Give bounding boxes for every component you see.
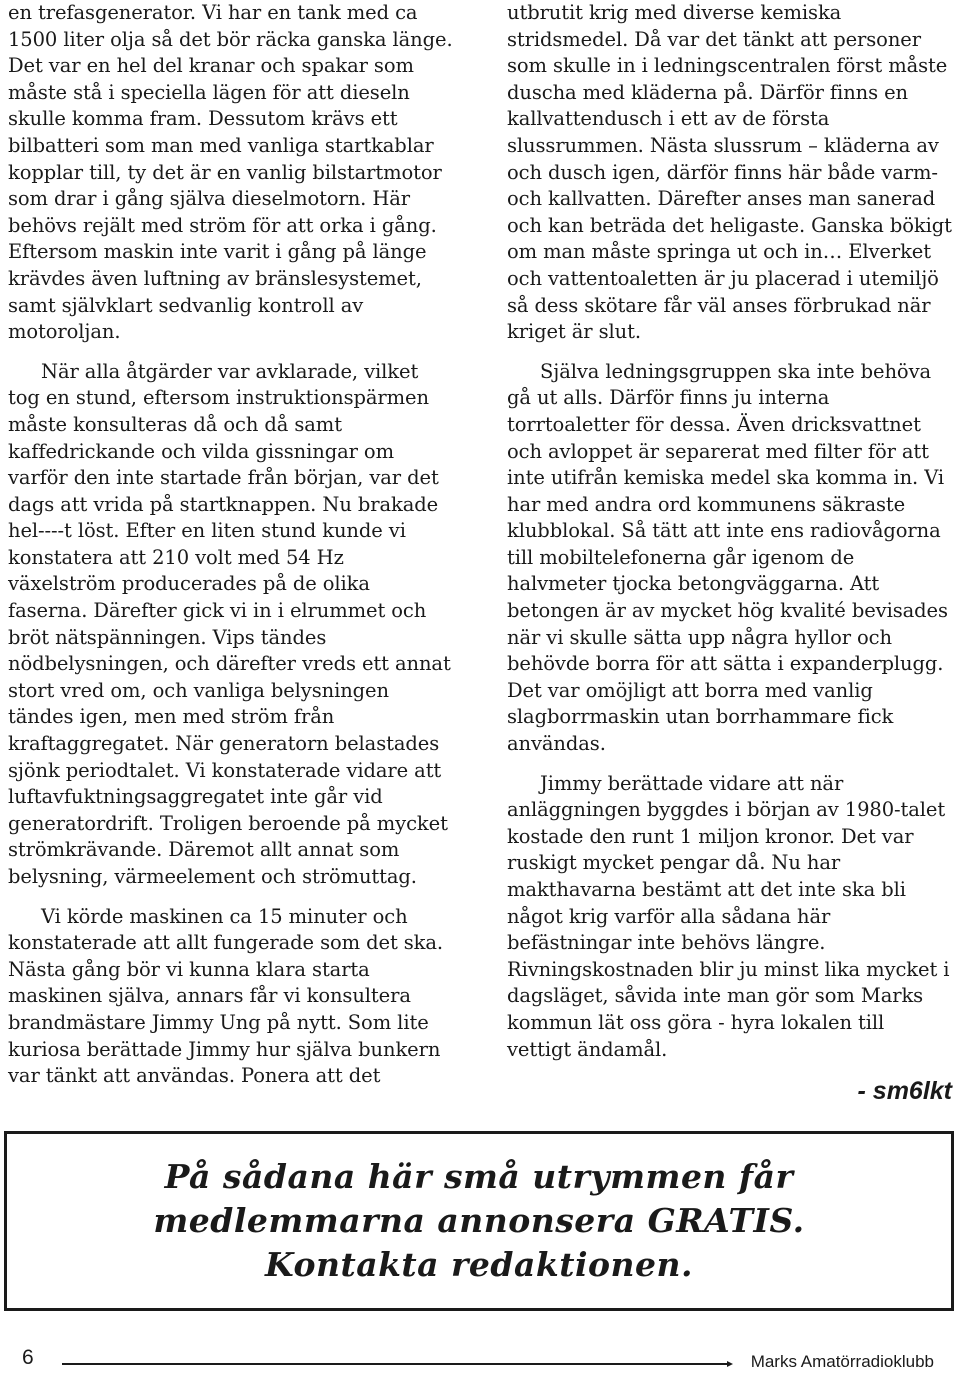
- publication-name: Marks Amatörradioklubb: [750, 1352, 934, 1371]
- author-signature: - sm6lkt: [857, 1077, 952, 1105]
- paragraph: När alla åtgärder var avklarade, vilket tog en stund, eftersom instruktionspärmen måste konsulteras då och då samt kaffedrickande och vilda gissningar om varför den inte startade från början, var det dags att vrida på startknappen. Nu brakade hel----t löst. Efter en liten stund kunde vi konstatera att 210 volt med 54 Hz växelström producerades på de olika faserna. Därefter gick vi in i elrummet och bröt nätspänningen. Vips tändes nödbelysningen, och därefter vreds ett annat stort vred om, och vanliga belysningen tändes igen, men med ström från kraftaggregatet. När generatorn belastades sjönk periodtalet. Vi konstaterade vidare att luftavfuktningsaggregatet inte går vid generatordrift. Troligen beroende på mycket strömkrävande. Däremot allt annat som belysning, värmeelement och strömuttag.: [8, 359, 451, 888]
- page-footer: [0, 1342, 960, 1376]
- page-number: 6: [22, 1346, 34, 1369]
- paragraph: Vi körde maskinen ca 15 minuter och konstaterade att allt fungerade som det ska. Nästa gång bör vi kunna klara starta maskinen själva, annars får vi konsultera brandmästare Jimmy Ung på nytt. Som lite kuriosa berättade Jimmy hur själva bunkern var tänkt att användas. Ponera att det: [8, 904, 444, 1088]
- paragraph: en trefasgenerator. Vi har en tank med ca 1500 liter olja så det bör räcka ganska länge. Det var en hel del kranar och spakar som måste stå i speciella lägen för att dieseln skulle komma fram. Dessutom krävs ett bilbatteri som man med vanliga startkablar kopplar till, ty det är en vanlig bilstartmotor som drar i gång själva dieselmotorn. Här behövs rejält med ström för att orka i gång. Eftersom maskin inte varit i gång på länge krävdes även luftning av bränslesystemet, samt självklart sedvanlig kontroll av motoroljan.: [8, 1, 453, 344]
- article-right-column: [507, 0, 952, 1063]
- footer-divider: [62, 1363, 727, 1365]
- paragraph: Jimmy berättade vidare att när anläggningen byggdes i början av 1980-talet kostade den runt 1 miljon kronor. Det var ruskigt mycket pengar då. Nu har makthavarna bestämt att det inte ska bli något krig varför alla sådana här befästningar inte behövs längre. Rivningskostnaden blir ju minst lika mycket i dagsläget, såvida inte man gör som Marks kommun lät oss göra - hyra lokalen till vettigt ändamål.: [507, 771, 950, 1061]
- paragraph: utbrutit krig med diverse kemiska stridsmedel. Då var det tänkt att personer som skulle in i ledningscentralen först måste duscha med kläderna på. Därför finns en kallvattendusch i ett av de första slussrummen. Nästa slussrum – kläderna av och dusch igen, därför finns här både varm- och kallvatten. Därefter anses man sanerad och kan beträda det heligaste. Ganska bökigt om man måste springa ut och in… Elverket och vattentoaletten är ju placerad i utemiljö så dess skötare får väl anses förbrukad när kriget är slut.: [507, 1, 952, 344]
- ad-line: Kontakta redaktionen.: [264, 1245, 694, 1284]
- advertisement-box: [4, 1131, 954, 1311]
- article-left-column: [8, 0, 453, 1090]
- paragraph: Själva ledningsgruppen ska inte behöva gå ut alls. Därför finns ju interna torrtoaletter för dessa. Även dricksvattnet och avloppet är separerat med filter för att inte utifrån kemiska medel ska komma in. Vi har med andra ord kommunens säkraste klubblokal. Så tätt att inte ens radiovågorna till mobiltelefonerna går igenom de halvmeter tjocka betongväggarna. Att betongen är av mycket hög kvalité bevisades när vi skulle sätta upp några hyllor och behövde borra för att sätta i expanderplugg. Det var omöjligt att borra med vanlig slagborrmaskin utan borrhammare fick användas.: [507, 359, 948, 756]
- ad-line: medlemmarna annonsera GRATIS.: [153, 1201, 805, 1240]
- ad-line: På sådana här små utrymmen får: [164, 1157, 794, 1196]
